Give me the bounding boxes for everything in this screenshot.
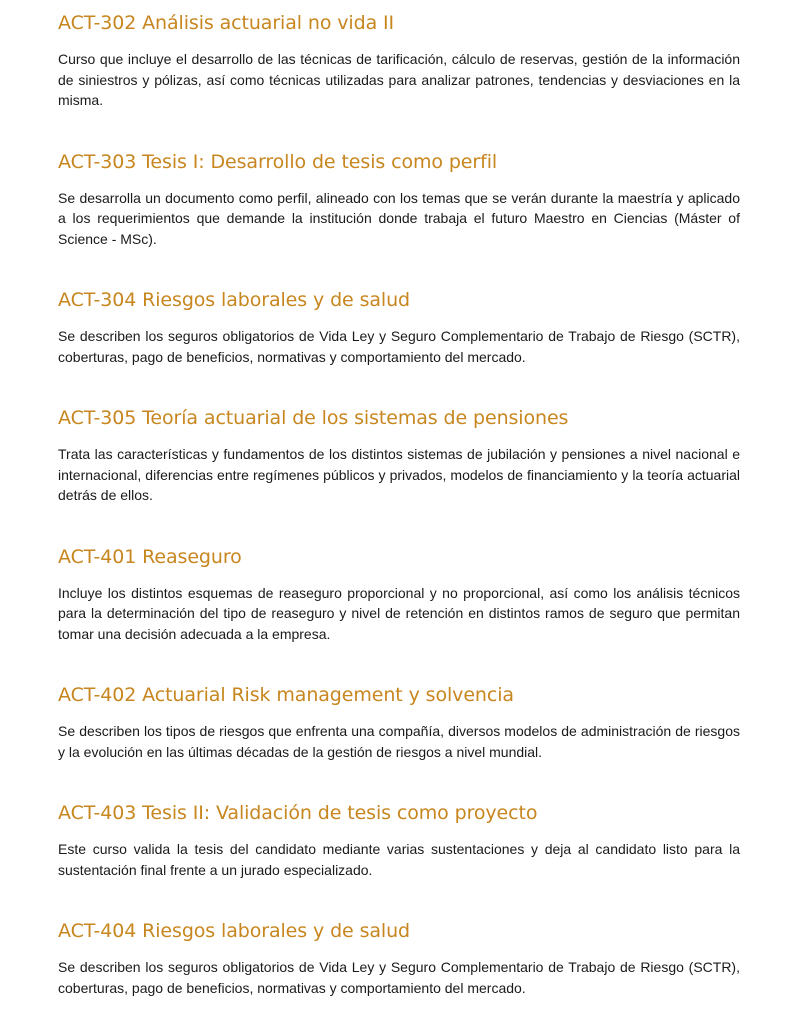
course-act-304: [58, 287, 740, 367]
course-act-305: [58, 405, 740, 506]
course-description: Se describen los tipos de riesgos que enfrenta una compañía, diversos modelos de administración de riesgos y la evolución en las últimas décadas de la gestión de riesgos a nivel mundial.: [58, 723, 740, 760]
course-description: Este curso valida la tesis del candidato mediante varias sustentaciones y deja al candidato listo para la sustentación final frente a un jurado especializado.: [58, 841, 740, 878]
course-title: ACT-302 Análisis actuarial no vida II: [58, 12, 395, 34]
course-title: ACT-402 Actuarial Risk management y solvencia: [58, 684, 514, 706]
course-act-302: [58, 10, 740, 111]
course-act-402: [58, 682, 740, 762]
course-description: Se describen los seguros obligatorios de Vida Ley y Seguro Complementario de Trabajo de Riesgo (SCTR), coberturas, pago de beneficios, normativas y comportamiento del mercado.: [58, 328, 740, 365]
course-act-403: [58, 800, 740, 880]
course-act-404: [58, 918, 740, 998]
course-title: ACT-403 Tesis II: Validación de tesis como proyecto: [58, 802, 538, 824]
course-description: Se describen los seguros obligatorios de Vida Ley y Seguro Complementario de Trabajo de Riesgo (SCTR), coberturas, pago de beneficios, normativas y comportamiento del mercado.: [58, 959, 740, 996]
course-title: ACT-303 Tesis I: Desarrollo de tesis como perfil: [58, 150, 498, 173]
course-title: ACT-404 Riesgos laborales y de salud: [58, 920, 411, 942]
course-description: Incluye los distintos esquemas de reaseguro proporcional y no proporcional, así como los análisis técnicos para la determinación del tipo de reaseguro y nivel de retención en distintos ramos de seguro que permitan tomar una decisión adecuada a la empresa.: [58, 584, 740, 642]
course-title: ACT-401 Reaseguro: [58, 545, 242, 568]
course-description: Curso que incluye el desarrollo de las técnicas de tarificación, cálculo de reservas, gestión de la información de siniestros y pólizas, así como técnicas utilizadas para analizar patrones, tendencias y desviaciones en la misma.: [58, 51, 740, 108]
course-description: Se desarrolla un documento como perfil, alineado con los temas que se verán durante la maestría y aplicado a los requerimientos que demande la institución donde trabaja el futuro Maestro en Ciencias (Máster of Science - MSc).: [58, 189, 740, 247]
course-title: ACT-305 Teoría actuarial de los sistemas de pensiones: [58, 407, 569, 429]
course-act-303: [58, 149, 740, 250]
course-act-401: [58, 544, 740, 645]
course-description: Trata las características y fundamentos de los distintos sistemas de jubilación y pensiones a nivel nacional e internacional, diferencias entre regímenes públicos y privados, modelos de financiamiento y la teoría actuarial detrás de ellos.: [58, 446, 740, 503]
course-list: [58, 10, 740, 998]
course-title: ACT-304 Riesgos laborales y de salud: [58, 289, 411, 311]
